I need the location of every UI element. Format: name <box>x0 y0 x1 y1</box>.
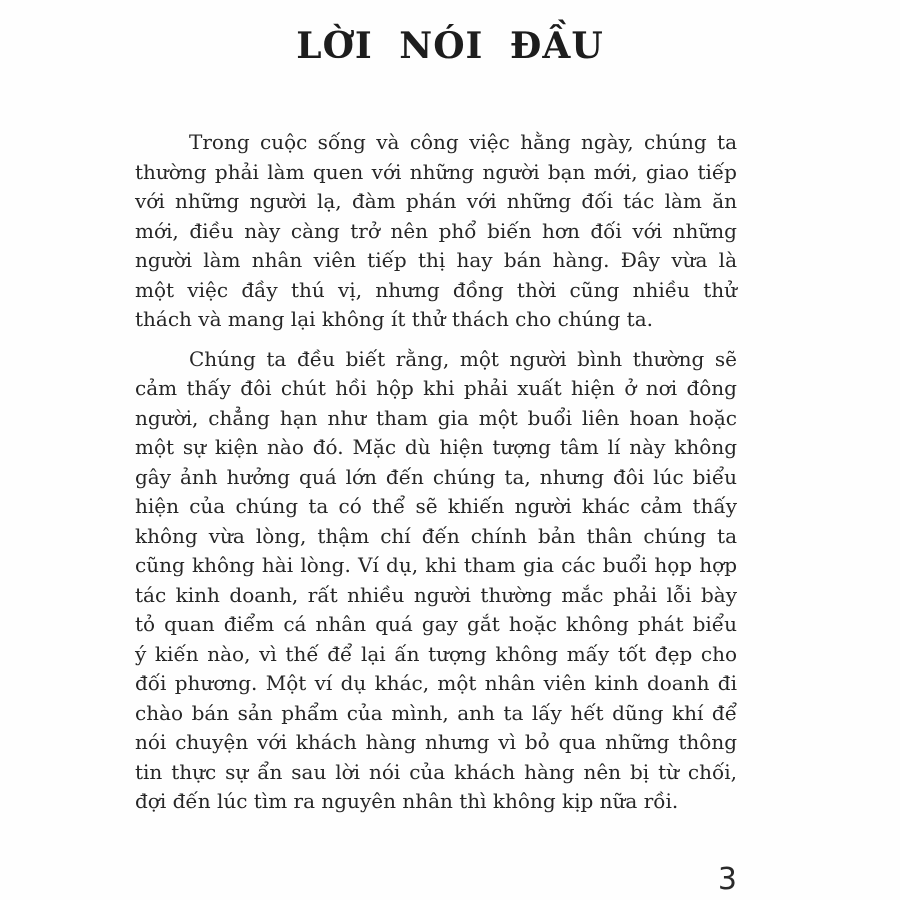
text-line: người làm nhân viên tiếp thị hay bán hàng. Đây vừa là <box>135 248 737 272</box>
paragraph <box>135 128 737 335</box>
text-line: không vừa lòng, thậm chí đến chính bản thân chúng ta <box>135 523 737 548</box>
text-line: với những người lạ, đàm phán với những đối tác làm ăn <box>135 189 737 213</box>
text-line: tỏ quan điểm cá nhân quá gay gắt hoặc không phát biểu <box>135 612 737 636</box>
text-line: một việc đầy thú vị, nhưng đồng thời cũng nhiều thử <box>135 277 737 302</box>
text-line: Trong cuộc sống và công việc hằng ngày, chúng ta <box>189 130 737 154</box>
text-line: thách và mang lại không ít thử thách cho chúng ta. <box>135 307 653 331</box>
text-line: ý kiến nào, vì thế để lại ấn tượng không mấy tốt đẹp cho <box>135 641 737 666</box>
text-line: gây ảnh hưởng quá lớn đến chúng ta, nhưng đôi lúc biểu <box>135 464 737 489</box>
text-line: nói chuyện với khách hàng nhưng vì bỏ qua những thông <box>135 730 737 754</box>
text-line: tin thực sự ẩn sau lời nói của khách hàng nên bị từ chối, <box>135 759 737 784</box>
text-line: mới, điều này càng trở nên phổ biến hơn đối với những <box>135 218 737 243</box>
paragraph <box>135 345 737 817</box>
text-line: cũng không hài lòng. Ví dụ, khi tham gia các buổi họp hợp <box>135 553 737 577</box>
text-line: tác kinh doanh, rất nhiều người thường mắc phải lỗi bày <box>135 582 737 607</box>
text-line: Chúng ta đều biết rằng, một người bình thường sẽ <box>189 346 737 371</box>
text-line: thường phải làm quen với những người bạn mới, giao tiếp <box>135 159 737 184</box>
page-title: LỜI NÓI ĐẦU <box>296 25 604 68</box>
text-line: đối phương. Một ví dụ khác, một nhân viên kinh doanh đi <box>135 671 737 695</box>
text-line: chào bán sản phẩm của mình, anh ta lấy hết dũng khí để <box>135 700 737 725</box>
text-line: người, chẳng hạn như tham gia một buổi liên hoan hoặc <box>135 405 737 430</box>
text-line: đợi đến lúc tìm ra nguyên nhân thì không kịp nữa rồi. <box>135 789 679 813</box>
text-line: hiện của chúng ta có thể sẽ khiến người khác cảm thấy <box>135 494 737 518</box>
text-line: cảm thấy đôi chút hồi hộp khi phải xuất hiện ở nơi đông <box>135 376 737 400</box>
page-body <box>135 128 737 817</box>
page-number: 3 <box>717 862 737 897</box>
text-line: một sự kiện nào đó. Mặc dù hiện tượng tâm lí này không <box>135 435 737 459</box>
